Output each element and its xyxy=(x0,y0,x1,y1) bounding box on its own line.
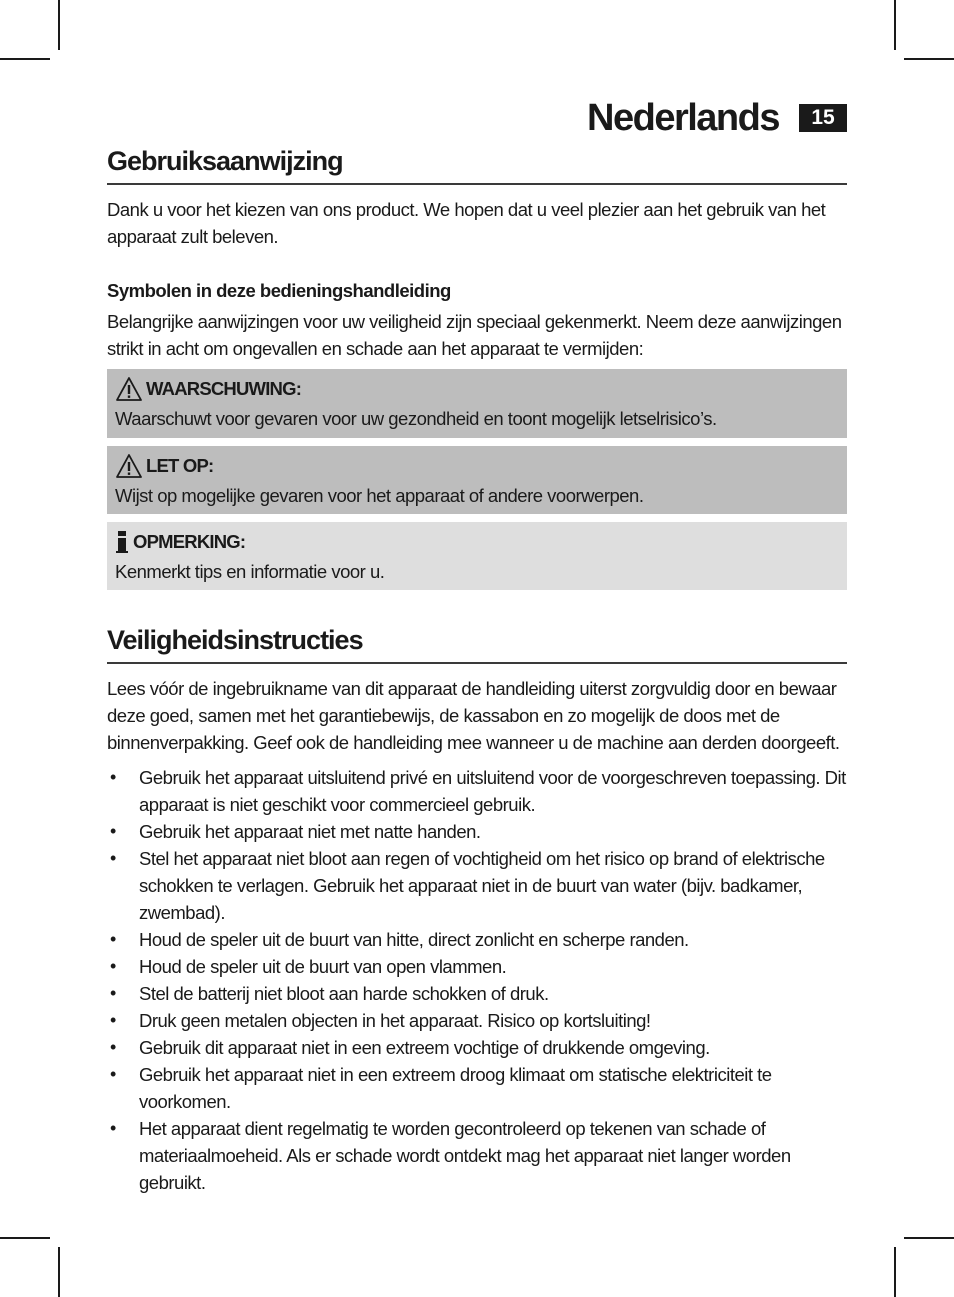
bullet-marker: • xyxy=(110,767,116,787)
bullet-marker: • xyxy=(110,1010,116,1030)
list-item xyxy=(107,1034,847,1061)
list-item-text: Gebruik dit apparaat niet in een extreem vochtige of drukkende omgeving. xyxy=(139,1037,710,1058)
page-number: 15 xyxy=(799,104,847,132)
list-item-text: Houd de speler uit de buurt van open vlammen. xyxy=(139,956,507,977)
bullet-marker: • xyxy=(110,1118,116,1138)
crop-mark xyxy=(0,1237,50,1239)
crop-mark xyxy=(904,1237,954,1239)
warning-triangle-icon xyxy=(115,453,143,479)
crop-mark xyxy=(58,0,60,50)
list-item xyxy=(107,926,847,953)
bullet-marker: • xyxy=(110,1037,116,1057)
caution-notice xyxy=(107,446,847,514)
bullet-marker: • xyxy=(110,983,116,1003)
warning-triangle-icon xyxy=(115,376,143,402)
caution-label: LET OP: xyxy=(146,455,214,476)
safety-intro-paragraph: Lees vóór de ingebruikname van dit apparaat de handleiding uiterst zorgvuldig door en bewaar deze goed, samen met het garantiebewijs, de kassabon en zo mogelijk de doos met de binnenverpakking. Geef ook de handleiding mee wanneer u de machine aan derden doorgeeft. xyxy=(107,678,840,753)
info-icon xyxy=(115,529,129,555)
note-text: Kenmerkt tips en informatie voor u. xyxy=(115,561,385,582)
list-item-text: Gebruik het apparaat niet in een extreem droog klimaat om statische elektriciteit te voorkomen. xyxy=(139,1064,772,1112)
list-item xyxy=(107,845,847,926)
list-item-text: Stel het apparaat niet bloot aan regen of vochtigheid om het risico op brand of elektrische schokken te verlagen. Gebruik het apparaat niet in de buurt van water (bijv. badkamer, zwembad). xyxy=(139,848,825,923)
list-item-text: Druk geen metalen objecten in het apparaat. Risico op kortsluiting! xyxy=(139,1010,651,1031)
crop-mark xyxy=(58,1247,60,1297)
bullet-marker: • xyxy=(110,1064,116,1084)
list-item xyxy=(107,980,847,1007)
list-item xyxy=(107,818,847,845)
bullet-marker: • xyxy=(110,821,116,841)
section-title: Gebruiksaanwijzing xyxy=(107,146,847,185)
list-item-text: Stel de batterij niet bloot aan harde schokken of druk. xyxy=(139,983,549,1004)
symbols-subheading: Symbolen in deze bedieningshandleiding xyxy=(107,280,451,301)
caution-text: Wijst op mogelijke gevaren voor het apparaat of andere voorwerpen. xyxy=(115,485,644,506)
list-item-text: Het apparaat dient regelmatig te worden gecontroleerd op tekenen van schade of materiaalmoeheid. Als er schade wordt ontdekt mag het apparaat niet langer worden gebruikt. xyxy=(139,1118,791,1193)
section-title: Veiligheidsinstructies xyxy=(107,625,847,664)
safety-bullet-list xyxy=(107,764,847,1196)
list-item-text: Gebruik het apparaat uitsluitend privé en uitsluitend voor de voorgeschreven toepassing. Dit apparaat is niet geschikt voor commercieel gebruik. xyxy=(139,767,846,815)
warning-text: Waarschuwt voor gevaren voor uw gezondheid en toont mogelijk letselrisico’s. xyxy=(115,408,717,429)
language-title: Nederlands xyxy=(587,96,779,139)
list-item xyxy=(107,953,847,980)
bullet-marker: • xyxy=(110,929,116,949)
list-item-text: Houd de speler uit de buurt van hitte, direct zonlicht en scherpe randen. xyxy=(139,929,689,950)
intro-paragraph: Dank u voor het kiezen van ons product. We hopen dat u veel plezier aan het gebruik van het apparaat zult beleven. xyxy=(107,199,826,247)
note-notice xyxy=(107,522,847,590)
page-header xyxy=(587,96,847,140)
list-item xyxy=(107,764,847,818)
list-item xyxy=(107,1061,847,1115)
crop-mark xyxy=(0,58,50,60)
symbols-paragraph: Belangrijke aanwijzingen voor uw veiligheid zijn speciaal gekenmerkt. Neem deze aanwijzingen strikt in acht om ongevallen en schade aan het apparaat te vermijden: xyxy=(107,311,842,359)
crop-mark xyxy=(894,1247,896,1297)
warning-notice xyxy=(107,369,847,438)
list-item xyxy=(107,1007,847,1034)
crop-mark xyxy=(894,0,896,50)
list-item xyxy=(107,1115,847,1196)
crop-mark xyxy=(904,58,954,60)
section-gebruiksaanwijzing xyxy=(107,146,847,362)
warning-label: WAARSCHUWING: xyxy=(146,378,302,399)
list-item-text: Gebruik het apparaat niet met natte handen. xyxy=(139,821,481,842)
note-label: OPMERKING: xyxy=(133,531,246,552)
section-veiligheidsinstructies xyxy=(107,625,847,1196)
bullet-marker: • xyxy=(110,848,116,868)
bullet-marker: • xyxy=(110,956,116,976)
